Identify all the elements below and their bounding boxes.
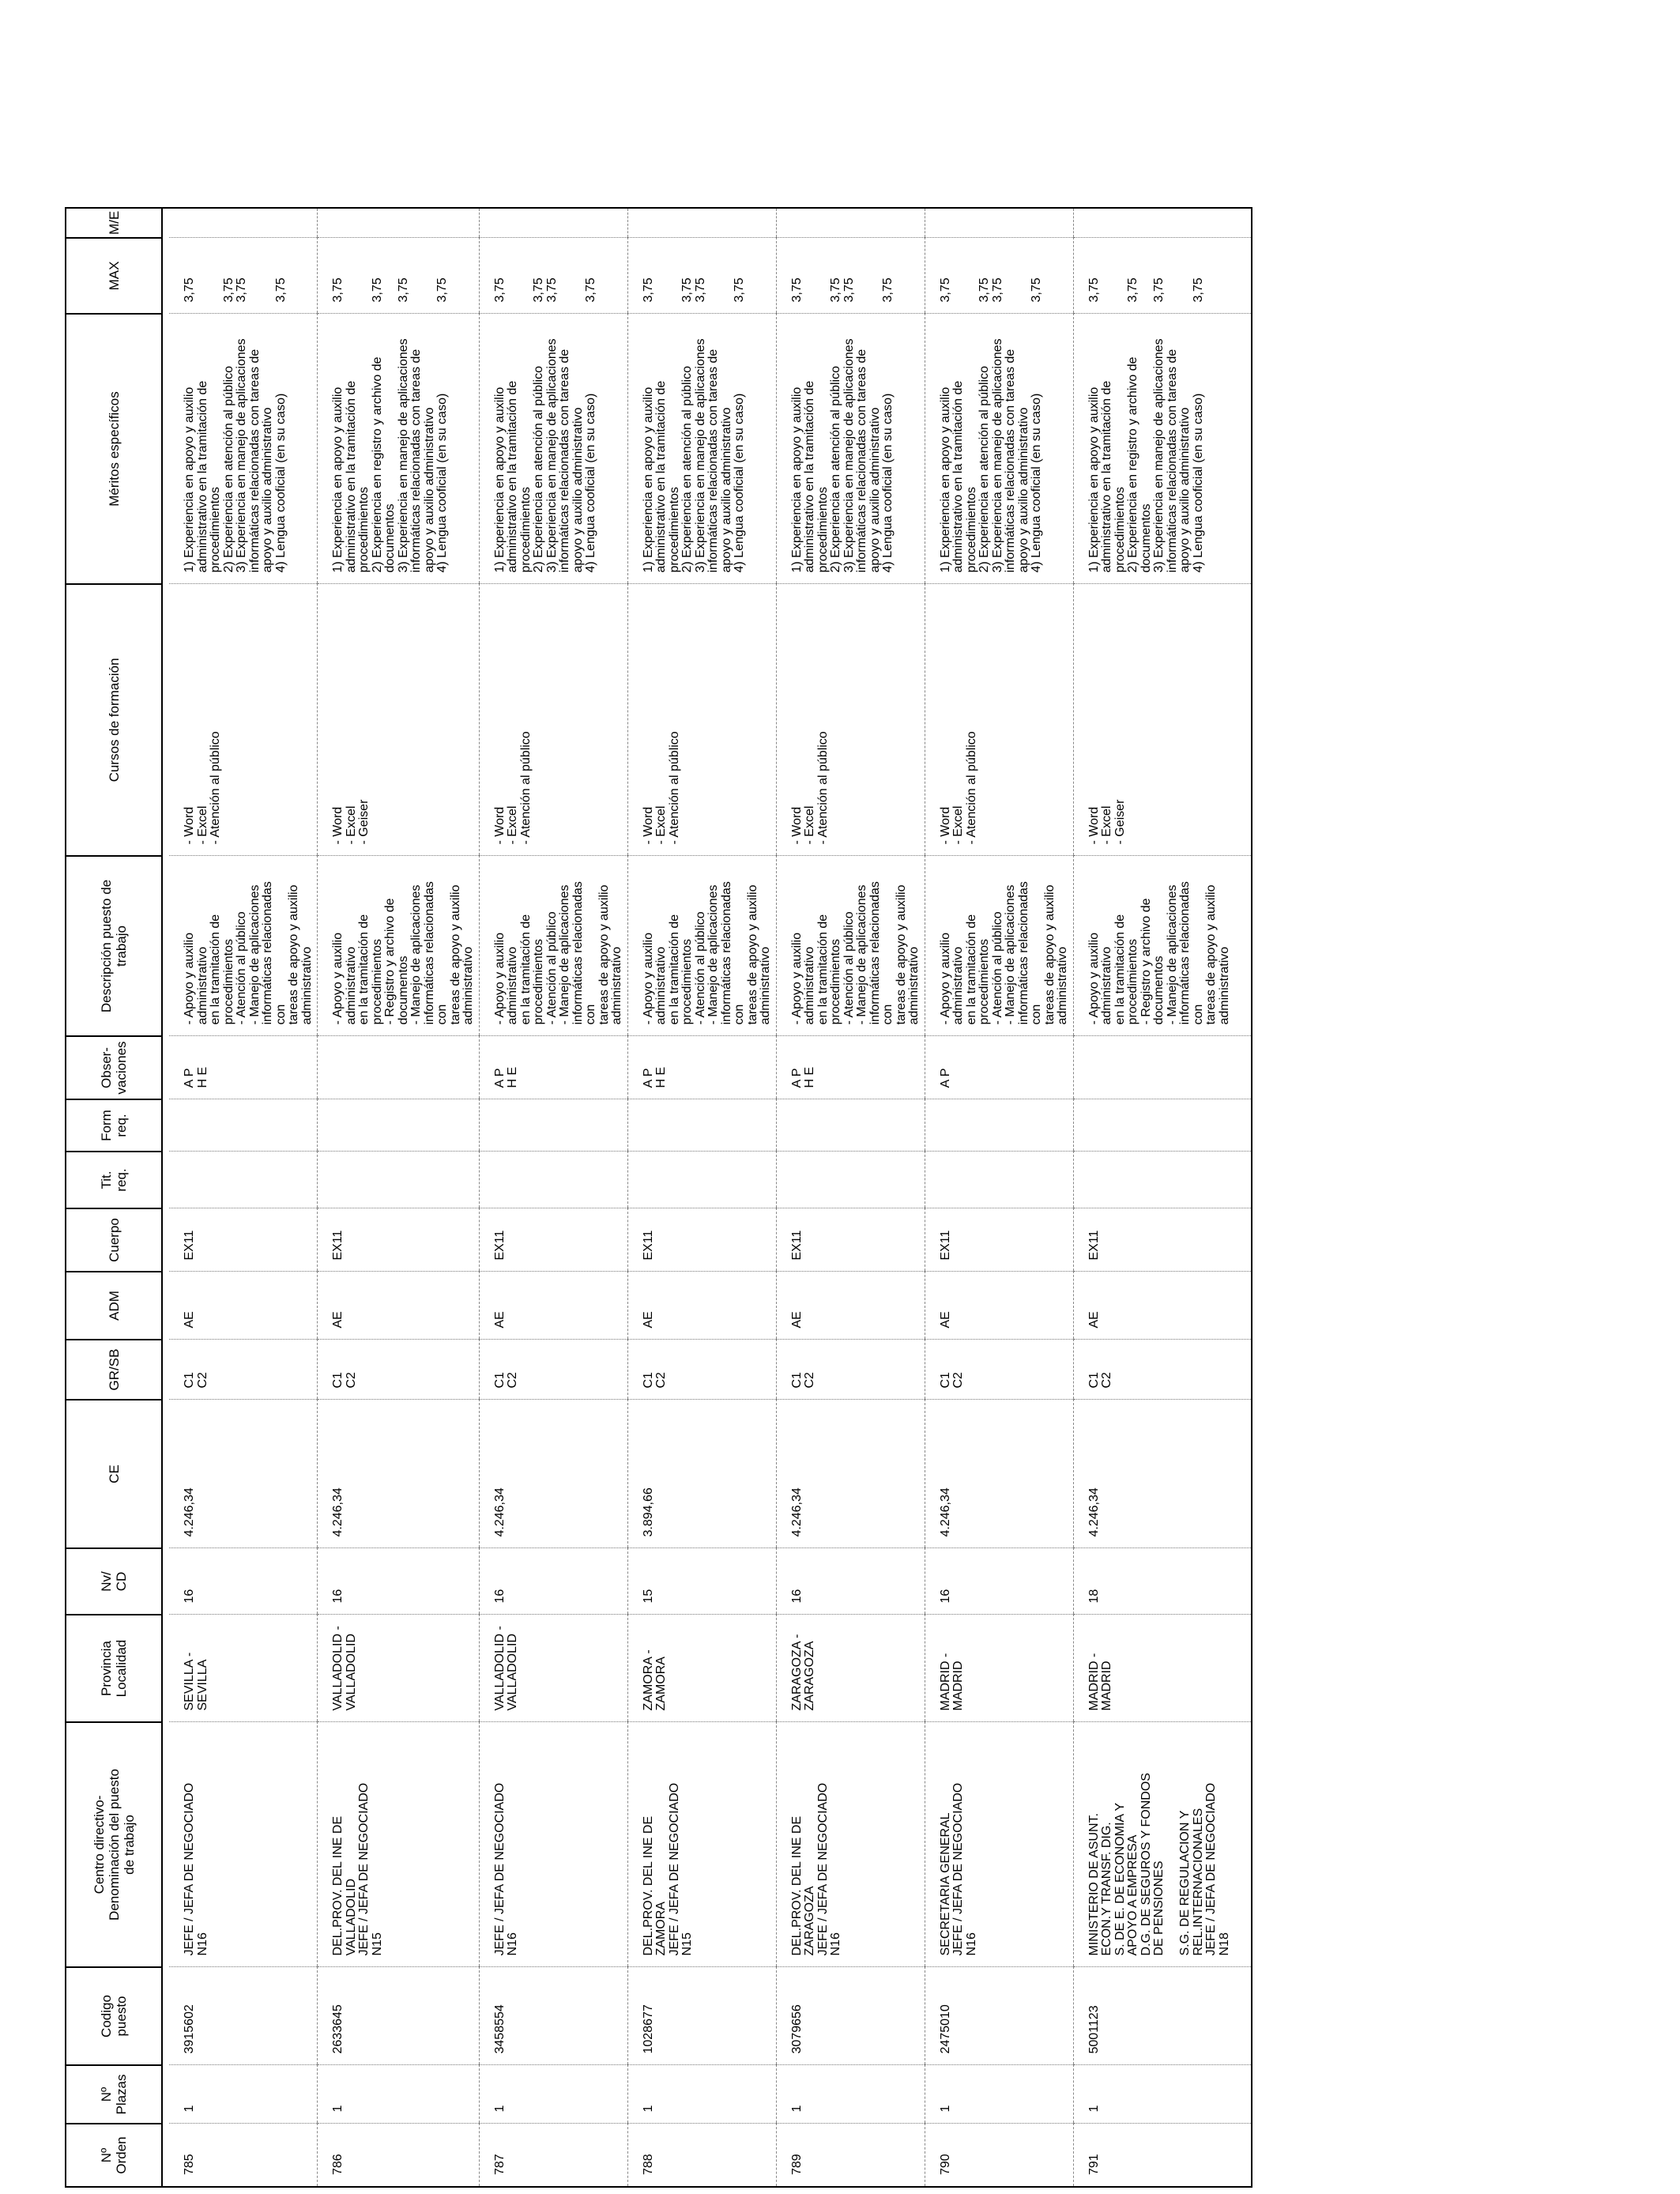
nivel-cell: 16: [318, 1548, 480, 1615]
max-cell: [318, 238, 480, 314]
grsb-cell: C1 C2: [479, 1340, 627, 1400]
merito-item: 2) Experiencia en atención al público: [221, 366, 235, 573]
descripcion-cell: - Apoyo y auxilio administrativo en la tramitación de procedimientos - Atención al público - Manejo de aplicaciones informáticas relacionadas con tareas de apoyo y auxilio administrativo: [169, 856, 318, 1036]
max-value: 3,75: [842, 277, 856, 303]
centro-cell: [1073, 1722, 1252, 1967]
provincia-cell: MADRID - MADRID: [1073, 1615, 1252, 1722]
max-value: 3,75: [584, 277, 597, 303]
orden-cell: 785: [169, 2124, 318, 2187]
max-value: 3,75: [829, 277, 842, 303]
tit-cell: [925, 1152, 1073, 1208]
cuerpo-cell: EX11: [776, 1208, 925, 1272]
tit-cell: [169, 1152, 318, 1208]
centro-cell: [479, 1722, 627, 1967]
max-value: 3,75: [492, 277, 507, 303]
meritos-cell: [776, 314, 925, 584]
grsb-cell: C1 C2: [169, 1340, 318, 1400]
max-value: 3,75: [1126, 277, 1139, 303]
obs-cell: A P H E: [479, 1036, 627, 1099]
max-value: 3,75: [396, 277, 410, 303]
header-provincia: Provincia Localidad: [66, 1615, 162, 1722]
merito-item: 4) Lengua cooficial (en su caso): [584, 393, 597, 573]
merito-item: 2) Experiencia en atención al público: [532, 366, 545, 573]
max-value: 3,75: [1087, 277, 1101, 303]
descripcion-cell: - Apoyo y auxilio administrativo en la tramitación de procedimientos - Registro y archivo de documentos - Manejo de aplicaciones informáticas relacionadas con tareas de apoyo y auxilio administrativo: [318, 856, 480, 1036]
merito-item: 1) Experiencia en apoyo y auxilio administrativo en la tramitación de procedimientos: [183, 380, 222, 573]
meritos-cell: [318, 314, 480, 584]
ce-cell: 4.246,34: [1073, 1400, 1252, 1548]
plazas-cell: 1: [169, 2065, 318, 2124]
obs-cell: A P: [925, 1036, 1073, 1099]
merito-item: 4) Lengua cooficial (en su caso): [435, 393, 449, 573]
form-cell: [925, 1099, 1073, 1152]
form-cell: [318, 1099, 480, 1152]
denominacion-puesto: JEFE / JEFA DE NEGOCIADO N16: [492, 1782, 519, 1956]
adm-cell: AE: [925, 1272, 1073, 1340]
max-value: 3,75: [680, 277, 694, 303]
merito-item: 3) Experiencia en manejo de aplicaciones informáticas relacionadas con tareas de apoyo y auxilio administrativo: [1152, 338, 1192, 573]
centro-cell: [925, 1722, 1073, 1967]
plazas-cell: 1: [1073, 2065, 1252, 2124]
plazas-cell: 1: [925, 2065, 1073, 2124]
tit-cell: [776, 1152, 925, 1208]
centro-directivo: DEL.PROV. DEL INE DE VALLADOLID: [331, 1815, 358, 1956]
form-cell: [776, 1099, 925, 1152]
centro-cell: [169, 1722, 318, 1967]
ce-cell: 4.246,34: [925, 1400, 1073, 1548]
max-value: 3,75: [938, 277, 952, 303]
denominacion-puesto: JEFE / JEFA DE NEGOCIADO N15: [357, 1782, 384, 1956]
table-row: [925, 208, 1073, 2187]
max-value: 3,75: [977, 277, 991, 303]
orden-cell: 788: [627, 2124, 776, 2187]
provincia-cell: ZARAGOZA - ZARAGOZA: [776, 1615, 925, 1722]
header-ce: CE: [66, 1400, 162, 1548]
form-cell: [627, 1099, 776, 1152]
cuerpo-cell: EX11: [479, 1208, 627, 1272]
me-cell: [627, 208, 776, 238]
codigo-cell: 1028677: [627, 1967, 776, 2065]
descripcion-cell: - Apoyo y auxilio administrativo en la tramitación de procedimientos - Atención al público - Manejo de aplicaciones informáticas relacionadas con tareas de apoyo y auxilio administrativo: [925, 856, 1073, 1036]
merito-item: 3) Experiencia en manejo de aplicaciones informáticas relacionadas con tareas de apoyo y auxilio administrativo: [396, 338, 436, 573]
form-cell: [479, 1099, 627, 1152]
cursos-cell: - Word - Excel - Geiser: [1073, 584, 1252, 856]
header-grsb: GR/SB: [66, 1340, 162, 1400]
merito-item: 4) Lengua cooficial (en su caso): [273, 393, 288, 573]
provincia-cell: VALLADOLID - VALLADOLID: [318, 1615, 480, 1722]
cursos-cell: - Word - Excel - Atención al público: [776, 584, 925, 856]
centro-directivo: DEL.PROV. DEL INE DE ZARAGOZA: [789, 1815, 816, 1956]
cuerpo-cell: EX11: [1073, 1208, 1252, 1272]
max-value: 3,75: [544, 277, 559, 303]
max-value: 3,75: [1152, 277, 1166, 303]
grsb-cell: C1 C2: [925, 1340, 1073, 1400]
cursos-cell: - Word - Excel - Geiser: [318, 584, 480, 856]
max-cell: [1073, 238, 1252, 314]
nivel-cell: 16: [479, 1548, 627, 1615]
adm-cell: AE: [318, 1272, 480, 1340]
centro-directivo: DEL.PROV. DEL INE DE ZAMORA: [641, 1815, 668, 1956]
grsb-cell: C1 C2: [318, 1340, 480, 1400]
descripcion-cell: - Apoyo y auxilio administrativo en la tramitación de procedimientos - Registro y archivo de documentos - Manejo de aplicaciones informáticas relacionadas con tareas de apoyo y auxilio administrativo: [1073, 856, 1252, 1036]
cursos-cell: - Word - Excel - Atención al público: [627, 584, 776, 856]
max-value: 3,75: [789, 277, 804, 303]
adm-cell: AE: [776, 1272, 925, 1340]
codigo-cell: 3458554: [479, 1967, 627, 2065]
nivel-cell: 18: [1073, 1548, 1252, 1615]
header-codigo: Codigo puesto: [66, 1967, 162, 2065]
cuerpo-cell: EX11: [925, 1208, 1073, 1272]
obs-cell: [1073, 1036, 1252, 1099]
provincia-cell: VALLADOLID - VALLADOLID: [479, 1615, 627, 1722]
ce-cell: 3.894,66: [627, 1400, 776, 1548]
plazas-cell: 1: [776, 2065, 925, 2124]
cursos-cell: - Word - Excel - Atención al público: [925, 584, 1073, 856]
max-value: 3,75: [235, 277, 248, 303]
merito-item: 4) Lengua cooficial (en su caso): [1030, 393, 1043, 573]
header-orden: Nº Orden: [66, 2124, 162, 2187]
centro-cell: [776, 1722, 925, 1967]
nivel-cell: 16: [776, 1548, 925, 1615]
ce-cell: 4.246,34: [318, 1400, 480, 1548]
merito-item: 1) Experiencia en apoyo y auxilio administrativo en la tramitación de procedimientos: [641, 380, 681, 573]
cuerpo-cell: EX11: [627, 1208, 776, 1272]
orden-cell: 786: [318, 2124, 480, 2187]
max-value: 3,75: [693, 277, 707, 303]
me-cell: [925, 208, 1073, 238]
adm-cell: AE: [627, 1272, 776, 1340]
max-value: 3,75: [641, 277, 655, 303]
header-tit: Tit. req.: [66, 1152, 162, 1208]
tit-cell: [479, 1152, 627, 1208]
merito-item: 2) Experiencia en atención al público: [680, 366, 694, 573]
provincia-cell: MADRID - MADRID: [925, 1615, 1073, 1722]
codigo-cell: 3079656: [776, 1967, 925, 2065]
header-adm: ADM: [66, 1272, 162, 1340]
merito-item: 4) Lengua cooficial (en su caso): [733, 393, 746, 573]
ce-cell: 4.246,34: [169, 1400, 318, 1548]
table-row: [169, 208, 318, 2187]
header-cuerpo: Cuerpo: [66, 1208, 162, 1272]
adm-cell: AE: [1073, 1272, 1252, 1340]
grsb-cell: C1 C2: [776, 1340, 925, 1400]
denominacion-puesto: JEFE / JEFA DE NEGOCIADO N16: [951, 1782, 978, 1956]
header-max: MAX: [66, 238, 162, 314]
codigo-cell: 2475010: [925, 1967, 1073, 2065]
nivel-cell: 16: [169, 1548, 318, 1615]
form-cell: [1073, 1099, 1252, 1152]
merito-item: 4) Lengua cooficial (en su caso): [881, 393, 895, 573]
header-plazas: Nº Plazas: [66, 2065, 162, 2124]
plazas-cell: 1: [318, 2065, 480, 2124]
obs-cell: A P H E: [627, 1036, 776, 1099]
max-value: 3,75: [331, 277, 345, 303]
merito-item: 2) Experiencia en registro y archivo de documentos: [370, 356, 397, 573]
me-cell: [318, 208, 480, 238]
descripcion-cell: - Apoyo y auxilio administrativo en la tramitación de procedimientos - Atención al público - Manejo de aplicaciones informáticas relacionadas con tareas de apoyo y auxilio administrativo: [479, 856, 627, 1036]
max-cell: [925, 238, 1073, 314]
centro-cell: [318, 1722, 480, 1967]
merito-item: 3) Experiencia en manejo de aplicaciones informáticas relacionadas con tareas de apoyo y auxilio administrativo: [990, 338, 1030, 573]
max-cell: [479, 238, 627, 314]
provincia-cell: SEVILLA - SEVILLA: [169, 1615, 318, 1722]
codigo-cell: 3915602: [169, 1967, 318, 2065]
table-row: [627, 208, 776, 2187]
orden-cell: 791: [1073, 2124, 1252, 2187]
merito-item: 2) Experiencia en atención al público: [829, 366, 842, 573]
max-value: 3,75: [881, 277, 895, 303]
merito-item: 1) Experiencia en apoyo y auxilio administrativo en la tramitación de procedimientos: [789, 380, 830, 573]
me-cell: [776, 208, 925, 238]
merito-item: 1) Experiencia en apoyo y auxilio administrativo en la tramitación de procedimientos: [938, 380, 978, 573]
grsb-cell: C1 C2: [1073, 1340, 1252, 1400]
table-row: [776, 208, 925, 2187]
cursos-cell: - Word - Excel - Atención al público: [169, 584, 318, 856]
max-value: 3,75: [532, 277, 545, 303]
ce-cell: 4.246,34: [479, 1400, 627, 1548]
max-value: 3,75: [273, 277, 288, 303]
header-form: Form req.: [66, 1099, 162, 1152]
header-meritos: Méritos específicos: [66, 314, 162, 584]
meritos-cell: [479, 314, 627, 584]
tit-cell: [318, 1152, 480, 1208]
merito-item: 3) Experiencia en manejo de aplicaciones informáticas relacionadas con tareas de apoyo y auxilio administrativo: [842, 338, 882, 573]
centro-directivo: MINISTERIO DE ASUNT. ECON.Y TRANSF. DIG. S. DE E. DE ECONOMIA Y APOYO A EMPRESA D.G. DE SEGUROS Y FONDOS DE PENSIONES S.G. DE REGULACION Y REL.INTERNACIONALES: [1087, 1773, 1205, 1956]
nivel-cell: 16: [925, 1548, 1073, 1615]
denominacion-puesto: JEFE / JEFA DE NEGOCIADO N18: [1204, 1782, 1231, 1956]
header-me: M/E: [66, 208, 162, 238]
merito-item: 3) Experiencia en manejo de aplicaciones informáticas relacionadas con tareas de apoyo y auxilio administrativo: [693, 338, 733, 573]
merito-item: 1) Experiencia en apoyo y auxilio administrativo en la tramitación de procedimientos: [1087, 380, 1127, 573]
max-cell: [169, 238, 318, 314]
me-cell: [479, 208, 627, 238]
orden-cell: 787: [479, 2124, 627, 2187]
obs-cell: A P H E: [169, 1036, 318, 1099]
codigo-cell: 5001123: [1073, 1967, 1252, 2065]
meritos-cell: [627, 314, 776, 584]
max-cell: [776, 238, 925, 314]
codigo-cell: 2633645: [318, 1967, 480, 2065]
max-value: 3,75: [221, 277, 235, 303]
table-row: [479, 208, 627, 2187]
denominacion-puesto: JEFE / JEFA DE NEGOCIADO N16: [816, 1782, 842, 1956]
merito-item: 4) Lengua cooficial (en su caso): [1191, 393, 1205, 573]
nivel-cell: 15: [627, 1548, 776, 1615]
max-value: 3,75: [990, 277, 1004, 303]
provincia-cell: ZAMORA - ZAMORA: [627, 1615, 776, 1722]
meritos-cell: [169, 314, 318, 584]
max-value: 3,75: [370, 277, 384, 303]
max-cell: [627, 238, 776, 314]
ce-cell: 4.246,34: [776, 1400, 925, 1548]
max-value: 3,75: [183, 277, 196, 303]
form-cell: [169, 1099, 318, 1152]
jobs-table: [65, 207, 1252, 2188]
header-obs: Obser- vaciones: [66, 1036, 162, 1099]
tit-cell: [627, 1152, 776, 1208]
orden-cell: 789: [776, 2124, 925, 2187]
denominacion-puesto: JEFE / JEFA DE NEGOCIADO N16: [183, 1782, 209, 1956]
header-centro: Centro directivo- Denominación del puesto de trabajo: [66, 1722, 162, 1967]
orden-cell: 790: [925, 2124, 1073, 2187]
merito-item: 3) Experiencia en manejo de aplicaciones informáticas relacionadas con tareas de apoyo y auxilio administrativo: [544, 338, 585, 573]
me-cell: [169, 208, 318, 238]
denominacion-puesto: JEFE / JEFA DE NEGOCIADO N15: [667, 1782, 694, 1956]
max-value: 3,75: [1191, 277, 1205, 303]
cursos-cell: - Word - Excel - Atención al público: [479, 584, 627, 856]
tit-cell: [1073, 1152, 1252, 1208]
adm-cell: AE: [169, 1272, 318, 1340]
obs-cell: [318, 1036, 480, 1099]
centro-cell: [627, 1722, 776, 1967]
adm-cell: AE: [479, 1272, 627, 1340]
header-descripcion: Descripción puesto de trabajo: [66, 856, 162, 1036]
header-nivel: Nv/ CD: [66, 1548, 162, 1615]
merito-item: 2) Experiencia en registro y archivo de documentos: [1126, 356, 1153, 573]
plazas-cell: 1: [627, 2065, 776, 2124]
cuerpo-cell: EX11: [318, 1208, 480, 1272]
plazas-cell: 1: [479, 2065, 627, 2124]
table-body: [162, 208, 1252, 2187]
obs-cell: A P H E: [776, 1036, 925, 1099]
table-row: [1073, 208, 1252, 2187]
header-cursos: Cursos de formación: [66, 584, 162, 856]
merito-item: 2) Experiencia en atención al público: [977, 366, 991, 573]
centro-directivo: SECRETARIA GENERAL: [938, 1812, 952, 1956]
merito-item: 1) Experiencia en apoyo y auxilio administrativo en la tramitación de procedimientos: [331, 380, 371, 573]
merito-item: 3) Experiencia en manejo de aplicaciones informáticas relacionadas con tareas de apoyo y auxilio administrativo: [235, 338, 274, 573]
meritos-cell: [1073, 314, 1252, 584]
table-row: [318, 208, 480, 2187]
meritos-cell: [925, 314, 1073, 584]
max-value: 3,75: [1030, 277, 1043, 303]
header-separator: [162, 208, 169, 2187]
max-value: 3,75: [435, 277, 449, 303]
descripcion-cell: - Apoyo y auxilio administrativo en la tramitación de procedimientos - Atención al público - Manejo de aplicaciones informáticas relacionadas con tareas de apoyo y auxilio administrativo: [776, 856, 925, 1036]
cuerpo-cell: EX11: [169, 1208, 318, 1272]
max-value: 3,75: [733, 277, 746, 303]
header-row: [66, 208, 162, 2187]
merito-item: 1) Experiencia en apoyo y auxilio administrativo en la tramitación de procedimientos: [492, 380, 533, 573]
descripcion-cell: - Apoyo y auxilio administrativo en la tramitación de procedimientos - Atención al público - Manejo de aplicaciones informáticas relacionadas con tareas de apoyo y auxilio administrativo: [627, 856, 776, 1036]
me-cell: [1073, 208, 1252, 238]
grsb-cell: C1 C2: [627, 1340, 776, 1400]
